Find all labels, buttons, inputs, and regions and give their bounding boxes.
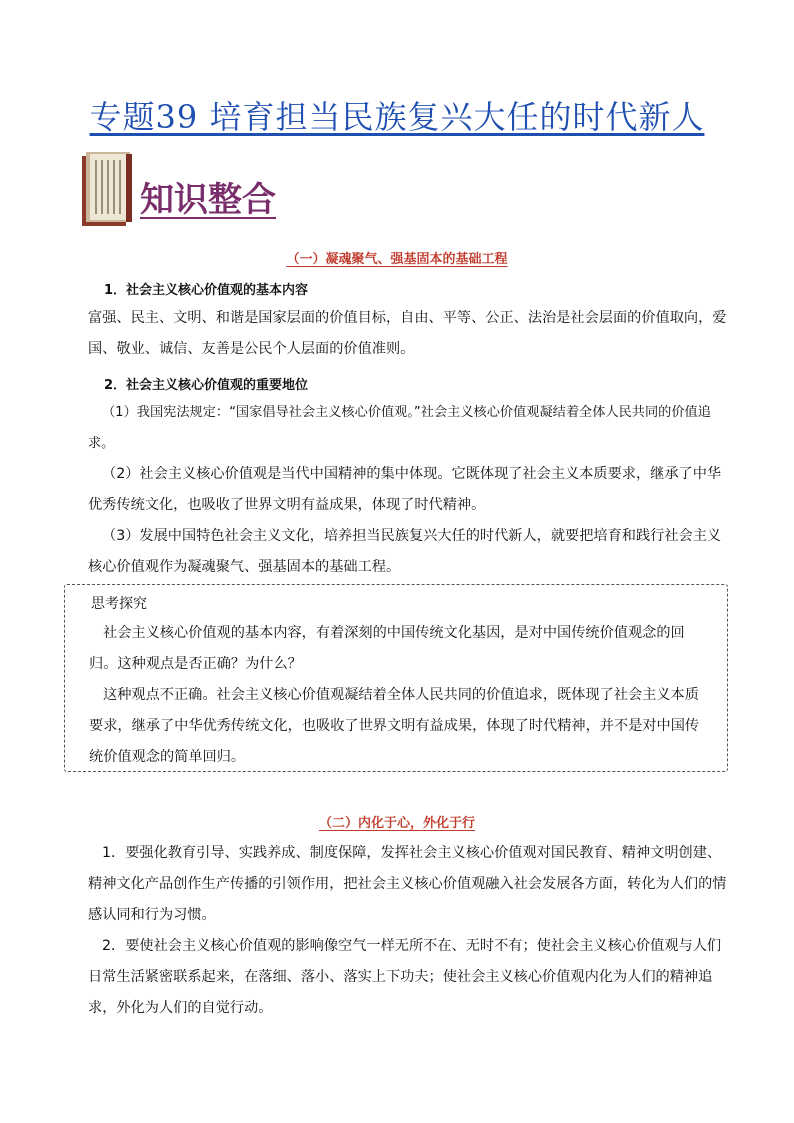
section2-p2: 2．要使社会主义核心价值观的影响像空气一样无所不在、无时不有；使社会主义核心价值观与人们日常生活紧密联系起来，在落细、落小、落实上下功夫；使社会主义核心价值观内化为人们的精神追求，外化为人们的自觉行动。 bbox=[88, 938, 722, 1016]
think-box bbox=[64, 584, 728, 772]
section1-item2-title: 2．社会主义核心价值观的重要地位 bbox=[104, 378, 309, 393]
section1-item1-text: 富强、民主、文明、和谐是国家层面的价值目标，自由、平等、公正、法治是社会层面的价值取向，爱国、敬业、诚信、友善是公民个人层面的价值准则。 bbox=[88, 310, 727, 357]
page-title: 专题39 培育担当民族复兴大任的时代新人 bbox=[89, 98, 705, 136]
section1-heading: （一）凝魂聚气、强基固本的基础工程 bbox=[286, 252, 508, 267]
section1-p2: （2）社会主义核心价值观是当代中国精神的集中体现。它既体现了社会主义本质要求，继承了中华优秀传统文化，也吸收了世界文明有益成果，体现了时代精神。 bbox=[88, 466, 722, 513]
think-box-label: 思考探究 bbox=[91, 596, 147, 612]
section1-p1: （1）我国宪法规定：“国家倡导社会主义核心价值观。”社会主义核心价值观凝结着全体人民共同的价值追求。 bbox=[88, 405, 711, 451]
book-icon bbox=[80, 150, 136, 228]
section2-heading: （二）内化于心，外化于行 bbox=[318, 816, 475, 831]
section2-p1: 1．要强化教育引导、实践养成、制度保障，发挥社会主义核心价值观对国民教育、精神文明创建、精神文化产品创作生产传播的引领作用，把社会主义核心价值观融入社会发展各方面，转化为人们的情感认同和行为习惯。 bbox=[88, 845, 727, 923]
think-box-answer: 这种观点不正确。社会主义核心价值观凝结着全体人民共同的价值追求，既体现了社会主义本质要求，继承了中华优秀传统文化，也吸收了世界文明有益成果，体现了时代精神，并不是对中国传统价值观念的简单回归。 bbox=[89, 687, 700, 765]
section1-p3: （3）发展中国特色社会主义文化，培养担当民族复兴大任的时代新人，就要把培育和践行社会主义核心价值观作为凝魂聚气、强基固本的基础工程。 bbox=[88, 528, 722, 575]
section1-item1-title: 1．社会主义核心价值观的基本内容 bbox=[104, 283, 309, 298]
knowledge-banner: 知识整合 bbox=[140, 180, 276, 220]
think-box-question: 社会主义核心价值观的基本内容，有着深刻的中国传统文化基因，是对中国传统价值观念的回归。这种观点是否正确？为什么？ bbox=[89, 625, 685, 672]
